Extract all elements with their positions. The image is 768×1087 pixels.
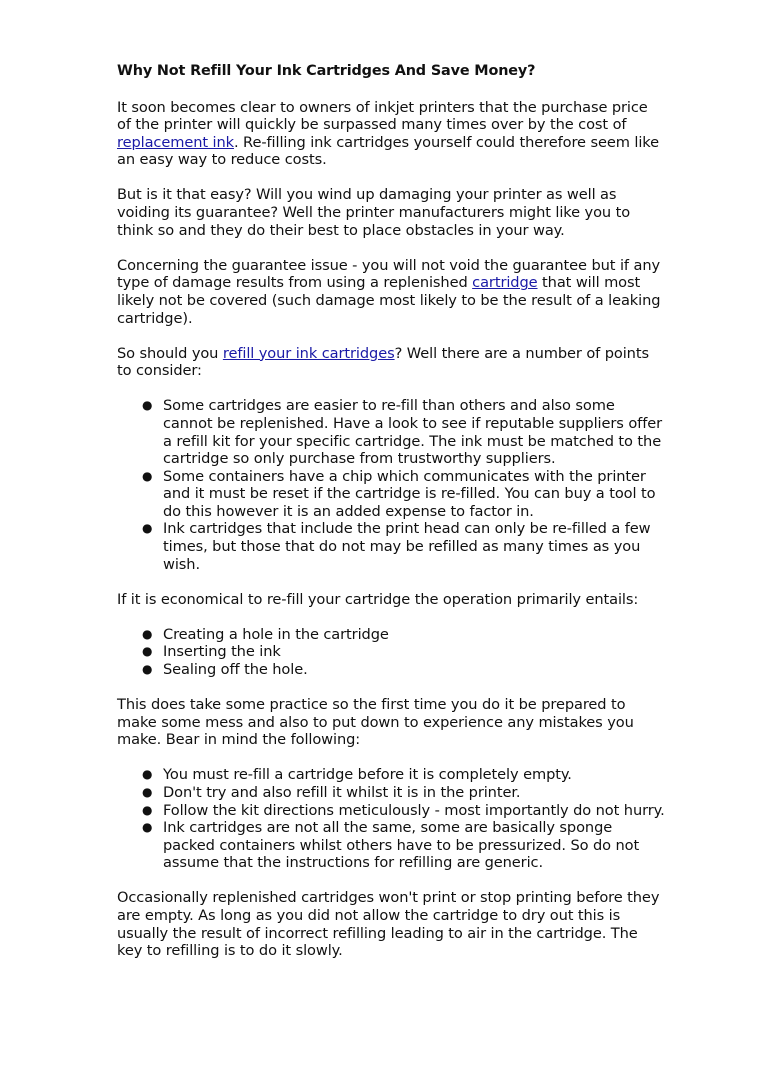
list-item-text: Follow the kit directions meticulously - most importantly do not hurry.: [163, 801, 665, 819]
bullet-icon: ●: [142, 767, 153, 782]
list-item-text: Sealing off the hole.: [163, 661, 308, 679]
link-cartridge[interactable]: cartridge: [472, 274, 538, 292]
link-refill-ink-cartridges[interactable]: refill your ink cartridges: [222, 344, 395, 362]
paragraph-intro-text-end: . Re-filling ink cartridges yourself could therefore seem like an easy way to reduce costs.: [117, 133, 659, 169]
link-replacement-ink[interactable]: replacement ink: [117, 133, 234, 151]
document-body: [117, 63, 665, 977]
document-title: Why Not Refill Your Ink Cartridges And Save Money?: [117, 63, 536, 79]
list-item: [142, 819, 665, 872]
list-item: [142, 801, 665, 820]
bullet-icon: ●: [142, 626, 153, 641]
list-item-text: Ink cartridges that include the print head can only be re-filled a few times, but those that do not may be refilled as many times as you wish.: [163, 520, 651, 573]
paragraph-guarantee-text-start: Concerning the guarantee issue - you will not void the guarantee but if any type of damage results from using a replenished: [117, 256, 661, 292]
list-item-text: Some cartridges are easier to re-fill than others and also some cannot be replenished. Have a look to see if reputable suppliers offer a refill kit for your specific cartridge. The ink must be matched to the cartridge so only purchase from trustworthy suppliers.: [163, 397, 663, 468]
list-item: [142, 766, 665, 784]
bullet-icon: ●: [142, 662, 153, 677]
paragraph-practice: This does take some practice so the first time you do it be prepared to make some mess and also to put down to experience any mistakes you make. Bear in mind the following:: [117, 696, 634, 749]
paragraph-operation: If it is economical to re-fill your cartridge the operation primarily entails:: [117, 590, 639, 608]
list-item: [142, 520, 665, 573]
bullet-icon: ●: [142, 644, 153, 659]
list-item: [142, 625, 665, 644]
paragraph-intro: [117, 99, 665, 169]
paragraph-points-text-start: So should you: [117, 344, 223, 362]
tips-list: [117, 766, 665, 872]
bullet-icon: ●: [142, 521, 153, 536]
list-item-text: Inserting the ink: [163, 643, 281, 661]
list-item: [142, 661, 665, 679]
bullet-icon: ●: [142, 468, 153, 483]
paragraph-points-text-end: ? Well there are a number of points to consider:: [117, 344, 649, 380]
list-item: [142, 467, 665, 521]
list-item-text: Creating a hole in the cartridge: [163, 625, 389, 643]
paragraph-conclusion: Occasionally replenished cartridges won't print or stop printing before they are empty. As long as you did not allow the cartridge to dry out this is usually the result of incorrect refilling leading to air in the cartridge. The key to refilling is to do it slowly.: [117, 889, 660, 960]
list-item-text: Don't try and also refill it whilst it is in the printer.: [163, 784, 521, 801]
bullet-icon: ●: [142, 820, 153, 835]
list-item: [142, 784, 665, 802]
paragraph-easy: But is it that easy? Will you wind up damaging your printer as well as voiding its guarantee? Well the printer manufacturers might like you to think so and they do their best to place obstacles in your way.: [117, 186, 631, 239]
list-item-text: Ink cartridges are not all the same, some are basically sponge packed containers whilst others have to be pressurized. So do not assume that the instructions for refilling are generic.: [163, 819, 640, 872]
list-item-text: Some containers have a chip which communicates with the printer and it must be reset if the cartridge is re-filled. You can buy a tool to do this however it is an added expense to factor in.: [163, 467, 656, 520]
paragraph-guarantee: [117, 257, 665, 327]
bullet-icon: ●: [142, 398, 153, 413]
paragraph-intro-text-start: It soon becomes clear to owners of inkjet printers that the purchase price of the printer will quickly be surpassed many times over by the cost of: [117, 98, 648, 134]
list-item-text: You must re-fill a cartridge before it is completely empty.: [163, 766, 572, 784]
bullet-icon: ●: [142, 785, 153, 799]
paragraph-points: [117, 345, 665, 380]
operation-steps-list: [117, 626, 665, 679]
paragraph-guarantee-text-end: that will most likely not be covered (such damage most likely to be the result of a leaking cartridge).: [117, 274, 661, 327]
points-list: [117, 397, 665, 573]
list-item: [142, 643, 665, 661]
list-item: [142, 397, 665, 468]
bullet-icon: ●: [142, 802, 153, 817]
